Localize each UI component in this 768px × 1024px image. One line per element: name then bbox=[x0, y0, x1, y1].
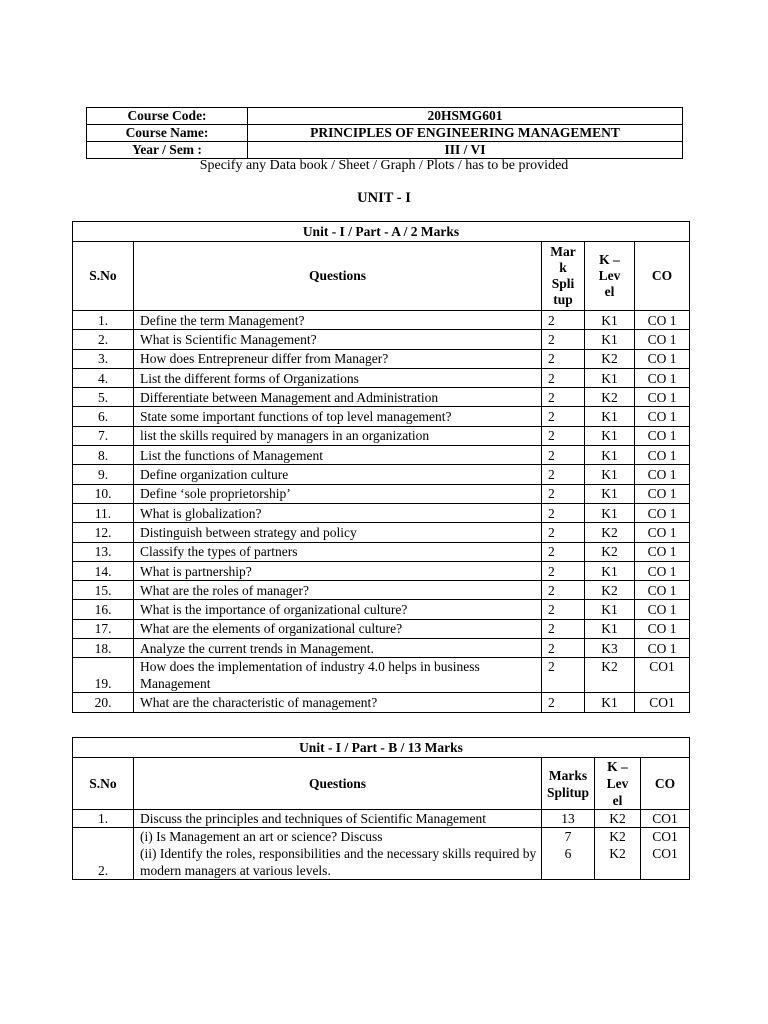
k-level-value: K1 bbox=[585, 330, 635, 349]
question-text: How does Entrepreneur differ from Manager? bbox=[134, 349, 542, 368]
klevel-header-line: Lev bbox=[598, 268, 621, 283]
question-text: What is partnership? bbox=[134, 561, 542, 580]
k-level-value: K1 bbox=[585, 619, 635, 638]
marks-value: 2 bbox=[542, 426, 585, 445]
marks-value: 2 bbox=[542, 542, 585, 561]
marks-value: 2 bbox=[542, 619, 585, 638]
course-code-row bbox=[87, 108, 683, 125]
question-number: 1. bbox=[73, 311, 134, 330]
co-value: CO 1 bbox=[635, 619, 690, 638]
co-header: CO bbox=[635, 242, 690, 311]
co-value-line: CO1 bbox=[652, 846, 678, 861]
marks-value-line: 6 bbox=[564, 846, 572, 861]
question-row bbox=[73, 639, 690, 658]
klevel-header-line: el bbox=[604, 284, 615, 299]
k-level-value: K2 bbox=[585, 388, 635, 407]
question-text: Define ‘sole proprietorship’ bbox=[134, 484, 542, 503]
klevel-header-line: Lev bbox=[606, 776, 629, 791]
marks-value: 2 bbox=[542, 600, 585, 619]
question-number: 14. bbox=[73, 561, 134, 580]
question-row bbox=[73, 810, 690, 828]
marks-value: 2 bbox=[542, 639, 585, 658]
k-level-value: K2 bbox=[585, 542, 635, 561]
question-number: 2. bbox=[73, 330, 134, 349]
marks-value: 2 bbox=[542, 503, 585, 522]
question-number: 6. bbox=[73, 407, 134, 426]
k-level-value: K1 bbox=[585, 600, 635, 619]
k-level-value-line: K2 bbox=[609, 846, 626, 861]
marks-value: 2 bbox=[542, 407, 585, 426]
marks-value: 2 bbox=[542, 693, 585, 712]
klevel-header bbox=[595, 758, 641, 810]
question-number: 11. bbox=[73, 503, 134, 522]
marks-value: 2 bbox=[542, 311, 585, 330]
marks-value bbox=[542, 810, 595, 828]
marks-header bbox=[542, 758, 595, 810]
marks-value: 2 bbox=[542, 446, 585, 465]
question-number: 10. bbox=[73, 484, 134, 503]
question-number: 12. bbox=[73, 523, 134, 542]
unit-heading: UNIT - I bbox=[357, 190, 411, 206]
question-row bbox=[73, 523, 690, 542]
question-row bbox=[73, 349, 690, 368]
marks-header-line: k bbox=[559, 260, 567, 275]
question-number: 4. bbox=[73, 368, 134, 387]
marks-value bbox=[542, 828, 595, 880]
co-value-line: CO1 bbox=[652, 829, 678, 844]
k-level-value bbox=[595, 810, 641, 828]
question-text: list the skills required by managers in an organization bbox=[134, 426, 542, 445]
question-text bbox=[134, 810, 542, 828]
question-number: 16. bbox=[73, 600, 134, 619]
marks-header-line: Marks bbox=[548, 767, 588, 783]
course-code-value: 20HSMG601 bbox=[248, 108, 683, 125]
course-name-label: Course Name: bbox=[87, 125, 248, 142]
marks-header-line: Spli bbox=[551, 276, 575, 291]
co-value: CO 1 bbox=[635, 446, 690, 465]
course-name-row bbox=[87, 125, 683, 142]
co-value: CO 1 bbox=[635, 581, 690, 600]
question-row bbox=[73, 619, 690, 638]
marks-value: 2 bbox=[542, 561, 585, 580]
klevel-header-line: el bbox=[612, 793, 623, 808]
k-level-value: K3 bbox=[585, 639, 635, 658]
course-name-value: PRINCIPLES OF ENGINEERING MANAGEMENT bbox=[248, 125, 683, 142]
questions-header: Questions bbox=[134, 758, 542, 810]
question-number: 2. bbox=[73, 828, 134, 880]
question-text: Classify the types of partners bbox=[134, 542, 542, 561]
course-info-table bbox=[86, 107, 683, 159]
marks-value-line: 13 bbox=[561, 811, 575, 826]
question-row bbox=[73, 693, 690, 712]
k-level-value: K2 bbox=[585, 658, 635, 693]
question-text: Differentiate between Management and Administration bbox=[134, 388, 542, 407]
marks-value: 2 bbox=[542, 368, 585, 387]
question-row bbox=[73, 503, 690, 522]
part-b-caption-row bbox=[73, 738, 690, 758]
k-level-value: K1 bbox=[585, 484, 635, 503]
question-text: State some important functions of top level management? bbox=[134, 407, 542, 426]
question-text: Analyze the current trends in Management. bbox=[134, 639, 542, 658]
co-value: CO 1 bbox=[635, 503, 690, 522]
sno-header: S.No bbox=[73, 758, 134, 810]
marks-value-line: 7 bbox=[564, 829, 572, 844]
question-row bbox=[73, 600, 690, 619]
question-row bbox=[73, 465, 690, 484]
marks-value: 2 bbox=[542, 658, 585, 693]
klevel-header-line: K – bbox=[607, 759, 628, 774]
marks-header-line: Mar bbox=[550, 244, 576, 259]
question-row bbox=[73, 542, 690, 561]
co-value: CO1 bbox=[635, 693, 690, 712]
co-value: CO 1 bbox=[635, 465, 690, 484]
question-row bbox=[73, 311, 690, 330]
k-level-value: K1 bbox=[585, 426, 635, 445]
question-text: What is globalization? bbox=[134, 503, 542, 522]
part-b-header-row bbox=[73, 758, 690, 810]
marks-value: 2 bbox=[542, 465, 585, 484]
question-number: 7. bbox=[73, 426, 134, 445]
question-text: What are the characteristic of management? bbox=[134, 693, 542, 712]
k-level-value: K1 bbox=[585, 561, 635, 580]
part-b-caption: Unit - I / Part - B / 13 Marks bbox=[73, 738, 690, 758]
question-number: 20. bbox=[73, 693, 134, 712]
k-level-value: K2 bbox=[585, 349, 635, 368]
co-value: CO 1 bbox=[635, 407, 690, 426]
question-line: (ii) Identify the roles, responsibilities and the necessary skills required by modern managers at various levels. bbox=[140, 846, 537, 878]
co-value bbox=[641, 828, 690, 880]
marks-value: 2 bbox=[542, 581, 585, 600]
question-text: What are the elements of organizational culture? bbox=[134, 619, 542, 638]
marks-value: 2 bbox=[542, 523, 585, 542]
co-value: CO 1 bbox=[635, 388, 690, 407]
question-number: 9. bbox=[73, 465, 134, 484]
k-level-value: K2 bbox=[585, 581, 635, 600]
co-value: CO 1 bbox=[635, 311, 690, 330]
sno-header: S.No bbox=[73, 242, 134, 311]
marks-value: 2 bbox=[542, 484, 585, 503]
question-row bbox=[73, 388, 690, 407]
year-sem-value: III / VI bbox=[248, 142, 683, 159]
question-number: 17. bbox=[73, 619, 134, 638]
klevel-header-line: K – bbox=[599, 252, 620, 267]
instruction-text: Specify any Data book / Sheet / Graph / Plots / has to be provided bbox=[199, 158, 569, 173]
k-level-value-line: K2 bbox=[609, 811, 626, 826]
co-value: CO1 bbox=[635, 658, 690, 693]
question-number: 15. bbox=[73, 581, 134, 600]
question-line: (i) Is Management an art or science? Discuss bbox=[140, 829, 383, 844]
course-code-label: Course Code: bbox=[87, 108, 248, 125]
question-row bbox=[73, 561, 690, 580]
k-level-value: K1 bbox=[585, 693, 635, 712]
k-level-value: K1 bbox=[585, 465, 635, 484]
question-text: How does the implementation of industry 4.0 helps in business Management bbox=[134, 658, 542, 693]
question-number: 5. bbox=[73, 388, 134, 407]
question-text: List the different forms of Organizations bbox=[134, 368, 542, 387]
co-value: CO 1 bbox=[635, 368, 690, 387]
k-level-value: K1 bbox=[585, 311, 635, 330]
part-a-caption: Unit - I / Part - A / 2 Marks bbox=[73, 222, 690, 242]
k-level-value: K1 bbox=[585, 407, 635, 426]
co-header: CO bbox=[641, 758, 690, 810]
marks-header-line: Splitup bbox=[546, 784, 590, 800]
k-level-value: K1 bbox=[585, 446, 635, 465]
part-a-caption-row bbox=[73, 222, 690, 242]
marks-value: 2 bbox=[542, 388, 585, 407]
co-value: CO 1 bbox=[635, 349, 690, 368]
marks-header-line: tup bbox=[553, 292, 573, 307]
question-row bbox=[73, 407, 690, 426]
co-value bbox=[641, 810, 690, 828]
co-value: CO 1 bbox=[635, 561, 690, 580]
question-text: What are the roles of manager? bbox=[134, 581, 542, 600]
question-row bbox=[73, 581, 690, 600]
question-row bbox=[73, 446, 690, 465]
marks-value: 2 bbox=[542, 349, 585, 368]
k-level-value: K1 bbox=[585, 368, 635, 387]
co-value: CO 1 bbox=[635, 523, 690, 542]
question-row bbox=[73, 368, 690, 387]
year-sem-label: Year / Sem : bbox=[87, 142, 248, 159]
part-a-table bbox=[72, 221, 690, 713]
k-level-value bbox=[595, 828, 641, 880]
question-number: 19. bbox=[73, 658, 134, 693]
question-row bbox=[73, 330, 690, 349]
year-sem-row bbox=[87, 142, 683, 159]
question-text bbox=[134, 828, 542, 880]
question-line: Discuss the principles and techniques of Scientific Management bbox=[140, 811, 487, 826]
co-value-line: CO1 bbox=[652, 811, 678, 826]
k-level-value-line: K2 bbox=[609, 829, 626, 844]
question-number: 3. bbox=[73, 349, 134, 368]
question-number: 8. bbox=[73, 446, 134, 465]
k-level-value: K2 bbox=[585, 523, 635, 542]
part-a-rows bbox=[73, 311, 690, 713]
co-value: CO 1 bbox=[635, 484, 690, 503]
part-b-rows bbox=[73, 810, 690, 880]
marks-value: 2 bbox=[542, 330, 585, 349]
co-value: CO 1 bbox=[635, 330, 690, 349]
question-text: List the functions of Management bbox=[134, 446, 542, 465]
question-text: Distinguish between strategy and policy bbox=[134, 523, 542, 542]
co-value: CO 1 bbox=[635, 426, 690, 445]
question-text: What is Scientific Management? bbox=[134, 330, 542, 349]
part-a-header-row bbox=[73, 242, 690, 311]
question-text: Define the term Management? bbox=[134, 311, 542, 330]
klevel-header bbox=[585, 242, 635, 311]
question-number: 18. bbox=[73, 639, 134, 658]
k-level-value: K1 bbox=[585, 503, 635, 522]
question-number: 13. bbox=[73, 542, 134, 561]
question-number: 1. bbox=[73, 810, 134, 828]
question-text: Define organization culture bbox=[134, 465, 542, 484]
question-row bbox=[73, 426, 690, 445]
question-row bbox=[73, 658, 690, 693]
co-value: CO 1 bbox=[635, 542, 690, 561]
question-row bbox=[73, 828, 690, 880]
question-text: What is the importance of organizational culture? bbox=[134, 600, 542, 619]
part-b-table bbox=[72, 737, 690, 880]
questions-header: Questions bbox=[134, 242, 542, 311]
question-row bbox=[73, 484, 690, 503]
co-value: CO 1 bbox=[635, 600, 690, 619]
co-value: CO 1 bbox=[635, 639, 690, 658]
marks-header bbox=[542, 242, 585, 311]
